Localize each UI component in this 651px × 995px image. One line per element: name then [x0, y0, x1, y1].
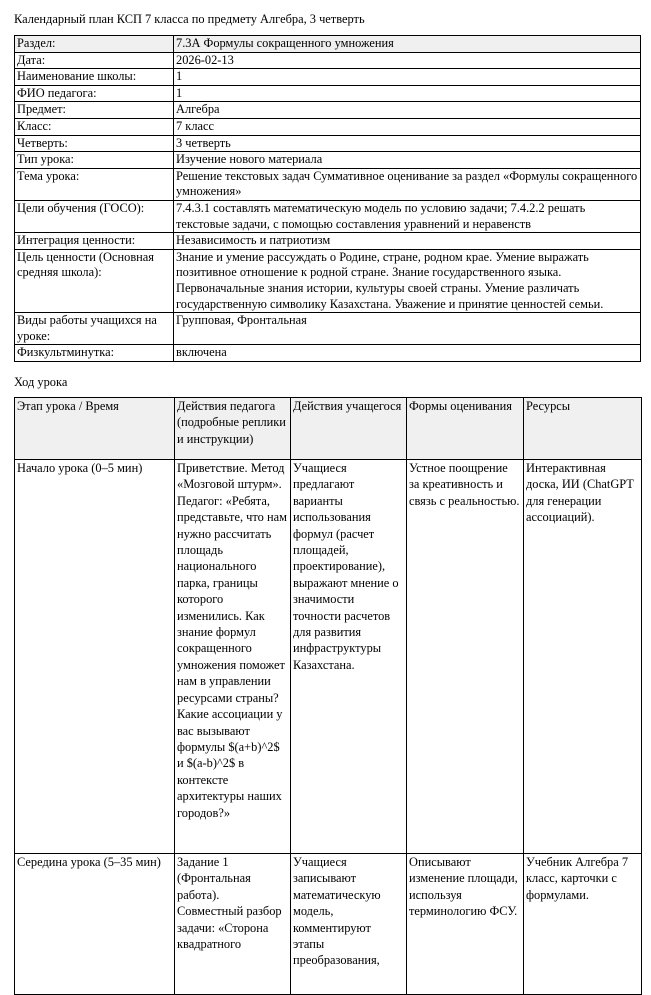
- info-label: Виды работы учащихся на уроке:: [15, 313, 174, 345]
- student-actions-cell: Учащиеся записывают математическую модель, комментируют этапы преобразования,: [291, 854, 407, 995]
- info-value: Решение текстовых задач Суммативное оценивание за раздел «Формулы сокращенного умножения»: [174, 168, 641, 200]
- assessment-cell: Описывают изменение площади, используя терминологию ФСУ.: [407, 854, 524, 995]
- info-value: Алгебра: [174, 102, 641, 119]
- info-label: Интеграция ценности:: [15, 233, 174, 250]
- header-assessment: Формы оценивания: [407, 398, 524, 460]
- info-row-learning-goals: [15, 200, 641, 232]
- info-value: Независимость и патриотизм: [174, 233, 641, 250]
- lesson-table-header: [15, 398, 642, 460]
- lesson-flow-table: [14, 397, 642, 995]
- info-row-quarter: [15, 135, 641, 152]
- lesson-flow-heading: Ход урока: [14, 375, 68, 389]
- info-row-value-goal: [15, 249, 641, 312]
- stage-cell: Середина урока (5–35 мин): [15, 854, 175, 995]
- resources-cell: Учебник Алгебра 7 класс, карточки с формулами.: [524, 854, 642, 995]
- page-title: Календарный план КСП 7 класса по предмету Алгебра, 3 четверть: [14, 12, 365, 26]
- info-value: 1: [174, 69, 641, 86]
- info-label: Физкультминутка:: [15, 345, 174, 362]
- info-row-grade: [15, 118, 641, 135]
- info-label: Наименование школы:: [15, 69, 174, 86]
- info-value: 2026-02-13: [174, 52, 641, 69]
- info-label: Дата:: [15, 52, 174, 69]
- info-row-teacher: [15, 85, 641, 102]
- info-value: 1: [174, 85, 641, 102]
- info-value: Изучение нового материала: [174, 152, 641, 169]
- info-label: Цели обучения (ГОСО):: [15, 200, 174, 232]
- table-row: [15, 854, 642, 995]
- teacher-actions-cell: Приветствие. Метод «Мозговой штурм». Педагог: «Ребята, представьте, что нам нужно рассчитать площадь национального парка, границы которого изменились. Как знание формул сокращенного умножения поможет нам в управлении ресурсами страны? Какие ассоциации у вас вызывают формулы $(a+b)^2$ и $(a-b)^2$ в контексте архитектуры наших городов?»: [175, 460, 291, 854]
- info-value: 7 класс: [174, 118, 641, 135]
- info-row-value-integration: [15, 233, 641, 250]
- student-actions-cell: Учащиеся предлагают варианты использования формул (расчет площадей, проектирование), выражают мнение о значимости точности расчетов для развития инфраструктуры Казахстана.: [291, 460, 407, 854]
- info-value: включена: [174, 345, 641, 362]
- assessment-cell: Устное поощрение за креативность и связь с реальностью.: [407, 460, 524, 854]
- info-label: ФИО педагога:: [15, 85, 174, 102]
- info-value: 7.3А Формулы сокращенного умножения: [174, 36, 641, 53]
- info-label: Класс:: [15, 118, 174, 135]
- lesson-info-table: [14, 35, 641, 362]
- info-row-lesson-type: [15, 152, 641, 169]
- info-label: Тема урока:: [15, 168, 174, 200]
- table-row: [15, 460, 642, 854]
- info-label: Предмет:: [15, 102, 174, 119]
- resources-cell: Интерактивная доска, ИИ (ChatGPT для генерации ассоциаций).: [524, 460, 642, 854]
- info-value: Групповая, Фронтальная: [174, 313, 641, 345]
- info-value: 3 четверть: [174, 135, 641, 152]
- header-student-actions: Действия учащегося: [291, 398, 407, 460]
- info-row-physical-break: [15, 345, 641, 362]
- info-label: Цель ценности (Основная средняя школа):: [15, 249, 174, 312]
- header-resources: Ресурсы: [524, 398, 642, 460]
- info-row-school: [15, 69, 641, 86]
- info-row-subject: [15, 102, 641, 119]
- header-stage: Этап урока / Время: [15, 398, 175, 460]
- info-label: Четверть:: [15, 135, 174, 152]
- stage-cell: Начало урока (0–5 мин): [15, 460, 175, 854]
- info-row-work-types: [15, 313, 641, 345]
- teacher-actions-cell: Задание 1 (Фронтальная работа). Совместный разбор задачи: «Сторона квадратного: [175, 854, 291, 995]
- info-label: Раздел:: [15, 36, 174, 53]
- header-teacher-actions: Действия педагога (подробные реплики и инструкции): [175, 398, 291, 460]
- info-row-date: [15, 52, 641, 69]
- info-row-section: [15, 36, 641, 53]
- info-value: Знание и умение рассуждать о Родине, стране, родном крае. Умение выражать позитивное отношение к родной стране. Знание государственного языка. Первоначальные знания истории, культуры своей страны. Умение различать государственную символику Казахстана. Уважение и принятие ценностей семьи.: [174, 249, 641, 312]
- info-row-topic: [15, 168, 641, 200]
- info-label: Тип урока:: [15, 152, 174, 169]
- info-value: 7.4.3.1 составлять математическую модель по условию задачи; 7.4.2.2 решать текстовые задачи, с помощью составления уравнений и неравенств: [174, 200, 641, 232]
